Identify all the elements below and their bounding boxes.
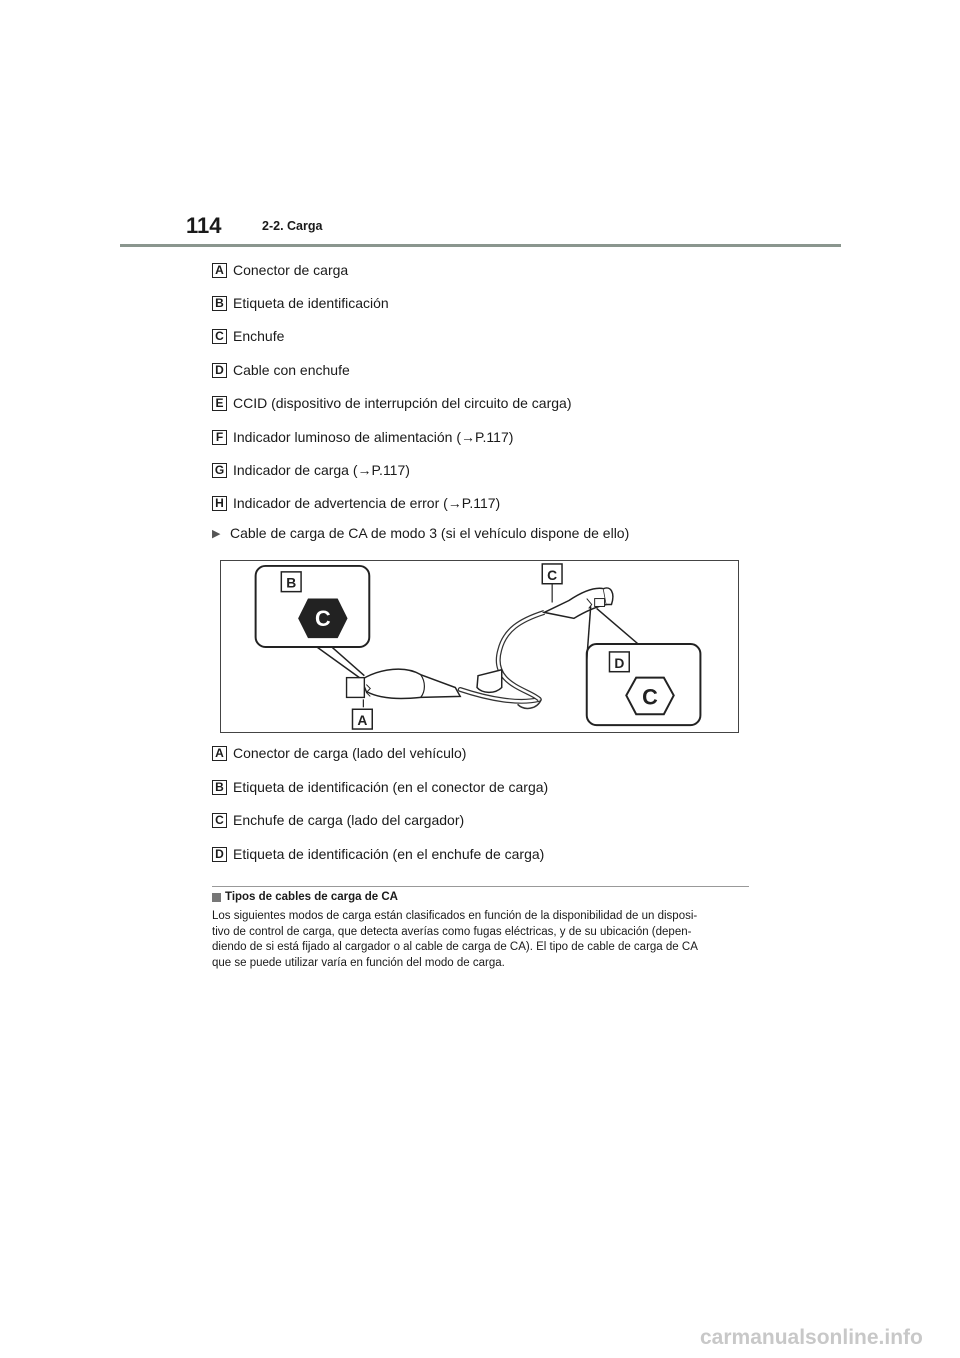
letter-badge: B <box>212 780 227 795</box>
letter-badge: A <box>212 263 227 278</box>
letter-badge: C <box>212 329 227 344</box>
list-item <box>212 261 348 279</box>
item-label: Etiqueta de identificación (en el conector de carga) <box>233 779 549 795</box>
triangle-bullet-icon: ▶ <box>212 527 221 540</box>
list-item <box>212 327 284 345</box>
list-item <box>212 361 350 379</box>
callout-b-label: B <box>286 574 297 591</box>
list-item <box>212 811 464 829</box>
hex-label-left: C <box>314 606 331 632</box>
hex-label-right: C <box>642 684 658 710</box>
callout-c-label: C <box>547 566 558 583</box>
square-bullet-icon <box>212 893 221 902</box>
item-label: Etiqueta de identificación <box>233 295 389 311</box>
letter-badge: A <box>212 746 227 761</box>
item-label: Indicador de carga (→P.117) <box>233 462 410 478</box>
callout-a-label: A <box>357 712 368 729</box>
illustration-svg <box>221 561 738 732</box>
bullet-item <box>212 525 629 541</box>
charging-cable-illustration <box>220 560 739 733</box>
item-label: Conector de carga <box>233 262 349 278</box>
letter-badge: D <box>212 847 227 862</box>
page-number: 114 <box>186 213 222 238</box>
letter-badge: E <box>212 396 227 411</box>
paragraph-line: diendo de si está fijado al cargador o al cable de carga de CA). El tipo de cable de carga de CA <box>212 941 698 953</box>
list-item <box>212 845 544 863</box>
list-item <box>212 428 513 446</box>
list-item <box>212 744 466 762</box>
bullet-text: Cable de carga de CA de modo 3 (si el vehículo dispone de ello) <box>230 525 630 541</box>
watermark: carmanualsonline.info <box>700 1326 923 1349</box>
item-label: Indicador luminoso de alimentación (→P.117) <box>233 429 514 445</box>
section-title: 2-2. Carga <box>262 219 323 233</box>
list-item <box>212 394 571 412</box>
item-label: Cable con enchufe <box>233 362 350 378</box>
subsection-title: Tipos de cables de carga de CA <box>225 891 398 903</box>
paragraph-line: que se puede utilizar varía en función del modo de carga. <box>212 956 505 969</box>
header-rule <box>120 244 841 247</box>
list-item <box>212 294 389 312</box>
item-label: Indicador de advertencia de error (→P.117) <box>233 495 501 511</box>
letter-badge: B <box>212 296 227 311</box>
item-label: CCID (dispositivo de interrupción del circuito de carga) <box>233 395 572 411</box>
item-label: Conector de carga (lado del vehículo) <box>233 745 467 761</box>
list-item <box>212 778 548 796</box>
item-label: Enchufe <box>233 328 285 344</box>
paragraph-line: Los siguientes modos de carga están clasificados en función de la disponibilidad de un disposi- <box>212 910 698 922</box>
subsection-paragraph <box>212 909 749 971</box>
item-label: Enchufe de carga (lado del cargador) <box>233 812 465 828</box>
callout-d-label: D <box>614 654 625 671</box>
paragraph-line: tivo de control de carga, que detecta averías como fugas eléctricas, y de su ubicación (depen- <box>212 925 692 938</box>
letter-badge: H <box>212 496 227 511</box>
letter-badge: D <box>212 363 227 378</box>
list-item <box>212 461 410 479</box>
letter-badge: G <box>212 463 227 478</box>
letter-badge: F <box>212 430 227 445</box>
subsection-heading <box>212 891 398 903</box>
letter-badge: C <box>212 813 227 828</box>
subsection-rule <box>212 886 749 887</box>
list-item <box>212 494 500 512</box>
item-label: Etiqueta de identificación (en el enchufe de carga) <box>233 846 545 862</box>
